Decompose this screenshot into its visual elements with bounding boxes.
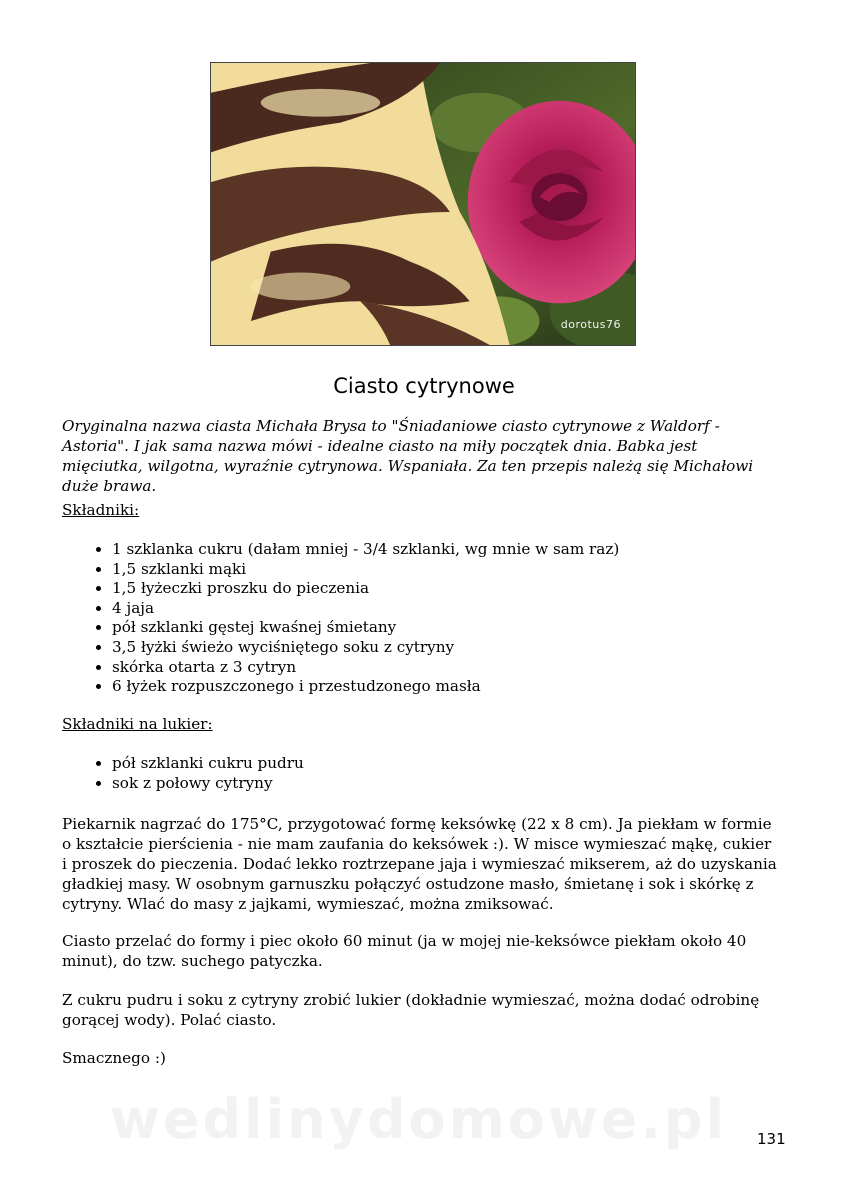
step-paragraph-2: Ciasto przelać do formy i piec około 60 minut (ja w mojej nie-keksówce piekłam około 40 minut), do tzw. suchego patyczka. [62, 932, 747, 970]
cake-and-rose-illustration [211, 63, 635, 345]
list-item: • skórka otarta z 3 cytryn [112, 658, 619, 678]
list-item: • 1,5 łyżeczki proszku do pieczenia [112, 579, 619, 599]
cake-photo [210, 62, 636, 346]
recipe-title: Ciasto cytrynowe [333, 374, 515, 398]
list-item: • sok z połowy cytryny [112, 774, 304, 794]
ingredients-heading: Składniki: [62, 501, 140, 519]
list-item: • pół szklanki gęstej kwaśnej śmietany [112, 618, 619, 638]
closing-line: Smacznego :) [62, 1049, 166, 1067]
list-item: • pół szklanki cukru pudru [112, 754, 304, 774]
list-item: • 6 łyżek rozpuszczonego i przestudzonego masła [112, 677, 619, 697]
list-item: • 1 szklanka cukru (dałam mniej - 3/4 szklanki, wg mnie w sam raz) [112, 540, 619, 560]
list-item: • 3,5 łyżki świeżo wyciśniętego soku z cytryny [112, 638, 619, 658]
page-number: 131 [757, 1130, 786, 1148]
list-item: • 1,5 szklanki mąki [112, 560, 619, 580]
step-paragraph-1: Piekarnik nagrzać do 175°C, przygotować formę keksówkę (22 x 8 cm). Ja piekłam w formie o kształcie pierścienia - nie mam zaufania do keksówek :). W misce wymieszać mąkę, cukier i proszek do pieczenia. Dodać lekko roztrzepane jaja i wymieszać mikserem, aż do uzyskania gładkiej masy. W osobnym garnuszku połączyć ostudzone masło, śmietanę i sok i skórkę z cytryny. Wlać do masy z jajkami, wymieszać, można zmiksować. [62, 815, 777, 913]
step-paragraph-3: Z cukru pudru i soku z cytryny zrobić lukier (dokładnie wymieszać, można dodać odrobinę gorącej wody). Polać ciasto. [62, 991, 760, 1029]
icing-heading: Składniki na lukier: [62, 715, 213, 733]
site-watermark: wedlinydomowe.pl [110, 1088, 728, 1151]
list-item: • 4 jaja [112, 599, 619, 619]
photo-watermark: dorotus76 [560, 318, 621, 331]
ingredients-list [62, 540, 619, 697]
icing-list [62, 754, 304, 793]
recipe-intro: Oryginalna nazwa ciasta Michała Brysa to "Śniadaniowe ciasto cytrynowe z Waldorf - Astoria". I jak sama nazwa mówi - idealne ciasto na miły początek dnia. Babka jest mięciutka, wilgotna, wyraźnie cytrynowa. Wspaniała. Za ten przepis należą się Michałowi duże brawa. [62, 417, 754, 495]
